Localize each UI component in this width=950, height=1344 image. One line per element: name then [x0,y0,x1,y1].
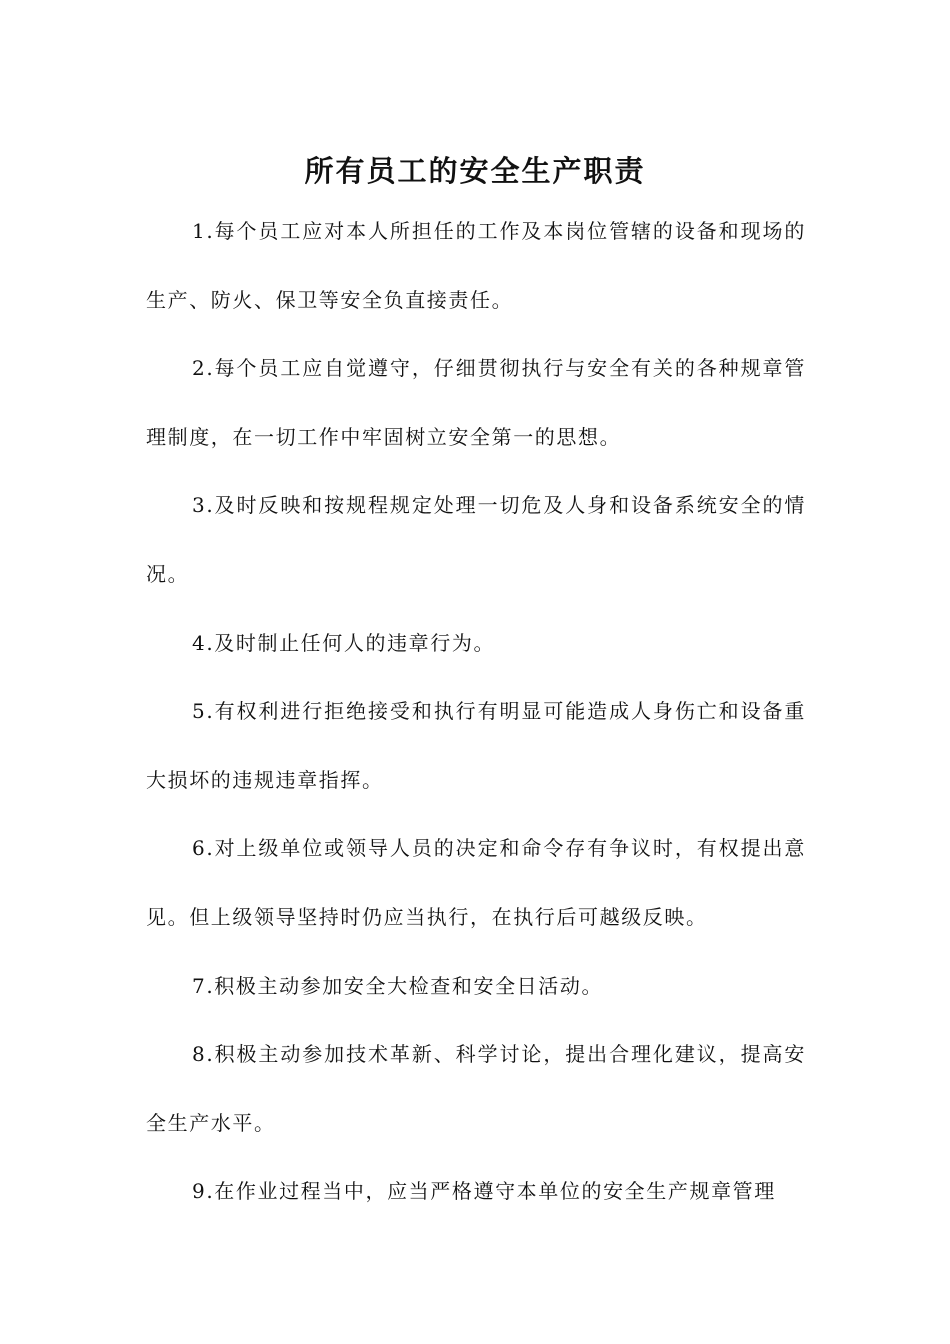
paragraph-6: 6.对上级单位或领导人员的决定和命令存有争议时，有权提出意见。但上级领导坚持时仍应当执行，在执行后可越级反映。 [146,836,806,929]
paragraph-7: 7.积极主动参加安全大检查和安全日活动。 [192,973,604,998]
paragraph-2: 2.每个员工应自觉遵守，仔细贯彻执行与安全有关的各种规章管理制度，在一切工作中牢固树立安全第一的思想。 [146,356,806,449]
paragraph-3: 3.及时反映和按规程规定处理一切危及人身和设备系统安全的情况。 [146,493,806,586]
document-body [146,197,806,1226]
paragraph-8: 8.积极主动参加技术革新、科学讨论，提出合理化建议，提高安全生产水平。 [146,1042,806,1135]
paragraph-9: 9.在作业过程当中，应当严格遵守本单位的安全生产规章管理 [192,1179,776,1204]
paragraph-4: 4.及时制止任何人的违章行为。 [192,630,496,655]
document-title: 所有员工的安全生产职责 [304,154,646,189]
paragraph-5: 5.有权利进行拒绝接受和执行有明显可能造成人身伤亡和设备重大损坏的违规违章指挥。 [146,699,806,792]
paragraph-1: 1.每个员工应对本人所担任的工作及本岗位管辖的设备和现场的生产、防火、保卫等安全负直接责任。 [146,219,806,312]
